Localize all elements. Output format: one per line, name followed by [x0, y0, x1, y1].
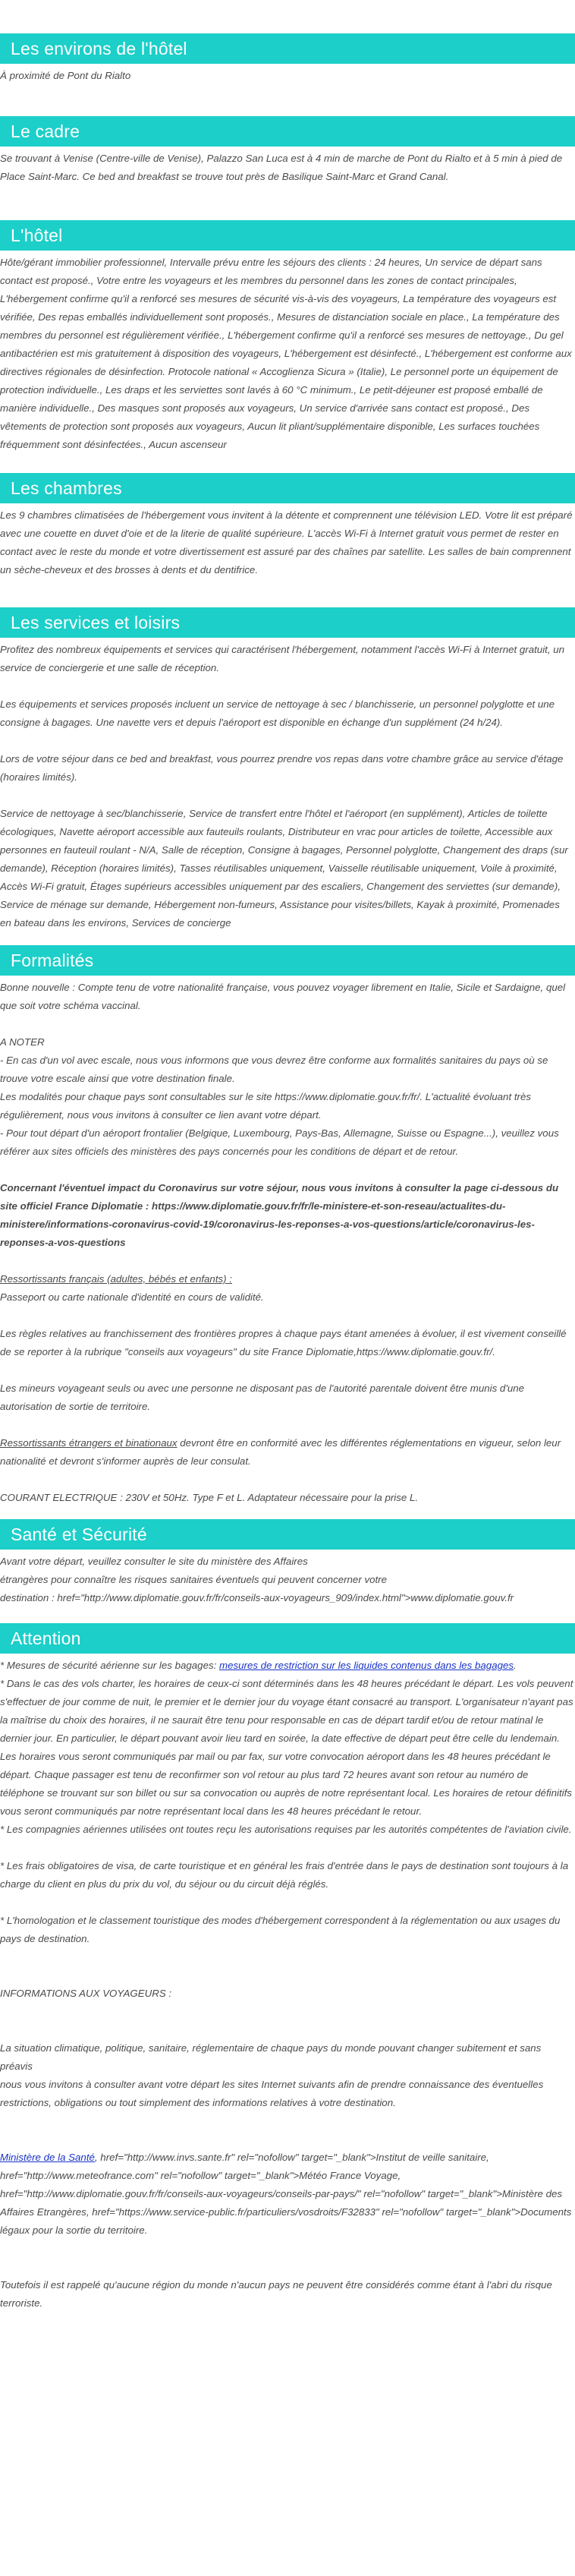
baggage-security-end: . — [514, 1660, 517, 1671]
section-header-chambres: Les chambres — [0, 473, 575, 503]
sante-text — [0, 1553, 573, 1607]
services-paragraph-3: Lors de votre séjour dans ce bed and breakfast, vous pourrez prendre vos repas dans votre chambre grâce au service d'étage (horaires limités). — [0, 753, 564, 783]
attention-text — [0, 1657, 573, 2313]
traveler-info-line-2: nous vous invitons à consulter avant votre départ les sites Internet suivants afin de prendre connaissance des éventuelles restrictions, obligations ou tout simplement des informations relatives à votre destination. — [0, 2079, 544, 2108]
foreign-nationals-text: devront être en conformité avec les différentes réglementations en vigueur, selon leur nationalité et devront s'informer auprès de leur consulat. — [0, 1437, 561, 1467]
section-header-services: Les services et loisirs — [0, 607, 575, 638]
airlines-authorization-paragraph: * Les compagnies aériennes utilisées ont toutes reçu les autorisations requises par les autorités compétentes de l'aviation civile. — [0, 1824, 572, 1835]
charter-flights-paragraph: * Dans le cas des vols charter, les horaires de ceux-ci sont déterminés dans les 48 heures précédant le départ. Les vols peuvent s'effectuer de jour comme de nuit, le premier et le dernier jour du voyage étant consacré au transport. L'organisateur n'ayant pas la maîtrise du choix des horaires, il ne saurait être tenu pour responsable en cas de départ tardif et/ou de retour matinal le dernier jour. En particulier, le départ pouvant avoir lieu tard en soirée, la date effective de départ peut être celle du lendemain. Les horaires vous seront communiqués par mail ou par fax, sur votre convocation aéroport dans les 48 heures précédant le départ. Chaque passager est tenu de reconfirmer son vol retour au plus tard 72 heures avant son retour au numéro de téléphone se trouvant sur son billet ou sur sa convocation ou auprès de notre représentant local. Les horaires de retour définitifs vous seront communiqués par notre représentant local dans les 48 heures précédant le retour. — [0, 1678, 573, 1817]
hotel-paragraph: Hôte/gérant immobilier professionnel, Intervalle prévu entre les séjours des clients : 24 heures, Un service de départ sans contact est proposé., Votre entre les voyageurs et les membres du personnel dans les zones de contact principales, L'hébergement confirme qu'il a renforcé ses mesures de sécurité vis-à-vis des voyageurs, La température des voyageurs est vérifiée, Des repas emballés individuellement sont proposés., Mesures de distanciation sociale en place., La température des membres du personnel est régulièrement vérifiée., L'hébergement confirme qu'il a renforcé ses mesures de nettoyage., Du gel antibactérien est mis gratuitement à disposition des voyageurs, L'hébergement est désinfecté., L'hébergement est conforme aux directives régionales de désinfection. Protocole national « Accoglienza Sicura » (Italie), Le personnel porte un équipement de protection individuelle., Les draps et les serviettes sont lavés à 60 °C minimum., Le petit-déjeuner est proposé emballé de manière individuelle., Des masques sont proposés aux voyageurs, Un service d'arrivée sans contact est proposé., Des vêtements de protection sont proposés aux voyageurs, Aucun lit pliant/supplémentaire disponible, Les surfaces touchées fréquemment sont désinfectées., Aucun ascenseur — [0, 257, 572, 450]
section-header-attention: Attention — [0, 1623, 575, 1654]
services-paragraph-4: Service de nettoyage à sec/blanchisserie, Service de transfert entre l'hôtel et l'aéroport (en supplément), Articles de toilette écologiques, Navette aéroport accessible aux fauteuils roulants, Distributeur en vrac pour articles de toilette, Accessible aux personnes en fauteuil roulant - N/A, Salle de réception, Consigne à bagages, Personnel polyglotte, Changement des draps (sur demande), Réception (horaires limités), Tasses réutilisables uniquement, Vaisselle réutilisable uniquement, Voile à proximité, Accès Wi-Fi gratuit, Étages supérieurs accessibles uniquement par des escaliers, Changement des serviettes (sur demande), Service de ménage sur demande, Hébergement non-fumeurs, Assistance pour visites/billets, Kayak à proximité, Promenades en bateau dans les environs, Services de concierge — [0, 808, 568, 929]
section-header-cadre: Le cadre — [0, 116, 575, 147]
baggage-security-label: * Mesures de sécurité aérienne sur les bagages: — [0, 1660, 219, 1671]
liquid-restrictions-link[interactable]: mesures de restriction sur les liquides contenus dans les bagages — [219, 1660, 514, 1671]
environs-text — [0, 67, 573, 85]
traveler-info-line-1: La situation climatique, politique, sanitaire, réglementaire de chaque pays du monde pouvant changer subitement et sans préavis — [0, 2042, 542, 2072]
cadre-paragraph: Se trouvant à Venise (Centre-ville de Venise), Palazzo San Luca est à 4 min de marche de Pont du Rialto et à 5 min à pied de Place Saint-Marc. Ce bed and breakfast se trouve tout près de Basilique Saint-Marc et Grand Canal. — [0, 153, 563, 182]
services-paragraph-2: Les équipements et services proposés incluent un service de nettoyage à sec / blanchisserie, un personnel polyglotte et une consigne à bagages. Une navette vers et depuis l'aéroport est disponible en échange d'un supplément (24 h/24). — [0, 698, 555, 728]
chambres-paragraph: Les 9 chambres climatisées de l'hébergement vous invitent à la détente et comprennent une télévision LED. Votre lit est préparé avec une couette en duvet d'oie et de la literie de qualité supérieure. L'accès Wi-Fi à Internet gratuit vous permet de rester en contact avec le reste du monde et votre divertissement est assuré par des chaînes par satellite. Les salles de bain comprennent un sèche-cheveux et des brosses à dents et du dentifrice. — [0, 509, 573, 575]
useful-links-paragraph — [0, 2149, 573, 2240]
foreign-nationals-heading: Ressortissants étrangers et binationaux — [0, 1437, 178, 1449]
foreign-nationals-paragraph — [0, 1434, 573, 1471]
note-border-airport: - Pour tout départ d'un aéroport frontalier (Belgique, Luxembourg, Pays-Bas, Allemagne, Suisse ou Espagne...), veuillez vous référer aux sites officiels des ministères des pays concernés pour les conditions de départ et de retour. — [0, 1127, 559, 1157]
covid-notice: Concernant l'éventuel impact du Coronavirus sur votre séjour, nous vous invitons à consulter la page ci-dessous du site officiel France Diplomatie : https://www.diplomatie.gouv.fr/fr/le-ministere-et-son-reseau/actualites-du-ministere/informations-coronavirus-covid-19/coronavirus-les-reponses-a-vos-questions/article/coronavirus-les-reponses-a-vos-questions — [0, 1182, 559, 1248]
accommodation-rating-paragraph: * L'homologation et le classement touristique des modes d'hébergement correspondent à la réglementation ou aux usages du pays de destination. — [0, 1915, 561, 1944]
chambres-text — [0, 506, 573, 579]
baggage-security-paragraph — [0, 1657, 573, 1675]
sante-line-1: Avant votre départ, veuillez consulter le site du ministère des Affaires — [0, 1556, 308, 1567]
sante-line-2: étrangères pour connaître les risques sanitaires éventuels qui peuvent concerner votre — [0, 1574, 388, 1585]
section-header-formalites: Formalités — [0, 945, 575, 976]
hotel-text — [0, 254, 573, 454]
services-text — [0, 641, 573, 932]
cadre-text — [0, 150, 573, 186]
traveler-info-heading: INFORMATIONS AUX VOYAGEURS : — [0, 1988, 172, 1999]
note-heading: A NOTER — [0, 1036, 45, 1048]
note-stopover: - En cas d'un vol avec escale, nous vous informons que vous devrez être conforme aux formalités sanitaires du pays où se trouve votre escale ainsi que votre destination finale. — [0, 1055, 548, 1084]
services-paragraph-1: Profitez des nombreux équipements et services qui caractérisent l'hébergement, notamment l'accès Wi-Fi à Internet gratuit, un service de conciergerie et une salle de réception. — [0, 644, 565, 673]
formalites-text — [0, 979, 573, 1507]
note-country-rules: Les modalités pour chaque pays sont consultables sur le site https://www.diplomatie.gouv.fr/fr/. L'actualité évoluant très régulièrement, nous vous invitons à consulter ce lien avant votre départ. — [0, 1091, 532, 1121]
section-header-sante: Santé et Sécurité — [0, 1519, 575, 1550]
french-nationals-heading: Ressortissants français (adultes, bébés et enfants) : — [0, 1273, 232, 1285]
section-header-environs: Les environs de l'hôtel — [0, 33, 575, 64]
sante-line-3: destination : href="http://www.diplomatie.gouv.fr/fr/conseils-aux-voyageurs_909/index.html">www.diplomatie.gouv.fr — [0, 1592, 514, 1603]
ministere-sante-link[interactable]: Ministère de la Santé — [0, 2152, 95, 2163]
french-nationals-text: Passeport ou carte nationale d'identité en cours de validité. — [0, 1291, 264, 1303]
environs-paragraph: À proximité de Pont du Rialto — [0, 70, 131, 81]
electric-current-text: COURANT ELECTRIQUE : 230V et 50Hz. Type F et L. Adaptateur nécessaire pour la prise L. — [0, 1492, 419, 1503]
formalites-intro: Bonne nouvelle : Compte tenu de votre nationalité française, vous pouvez voyager librement en Italie, Sicile et Sardaigne, quel que soit votre schéma vaccinal. — [0, 982, 566, 1011]
border-rules-text: Les règles relatives au franchissement des frontières propres à chaque pays étant amenées à évoluer, il est vivement conseillé de se reporter à la rubrique "conseils aux voyageurs" du site France Diplomatie,https://www.diplomatie.gouv.fr/. — [0, 1328, 567, 1357]
minors-text: Les mineurs voyageant seuls ou avec une personne ne disposant pas de l'autorité parentale doivent être munis d'une autorisation de sortie de territoire. — [0, 1383, 525, 1412]
terrorism-notice: Toutefois il est rappelé qu'aucune région du monde n'aucun pays ne peuvent être considérés comme étant à l'abri du risque terroriste. — [0, 2279, 552, 2309]
useful-links-text: , href="http://www.invs.sante.fr" rel="nofollow" target="_blank">Institut de veille sanitaire, href="http://www.meteofrance.com" rel="nofollow" target="_blank">Météo France Voyage, href="http://www.diplomatie.gouv.fr/fr/conseils-aux-voyageurs/conseils-par-pays/" rel="nofollow" target="_blank">Ministère des Affaires Etrangères, href="https://www.service-public.fr/particuliers/vosdroits/F32833" rel="nofollow" target="_blank">Documents légaux pour la sortie du territoire. — [0, 2152, 572, 2236]
visa-fees-paragraph: * Les frais obligatoires de visa, de carte touristique et en général les frais d'entrée dans le pays de destination sont toujours à la charge du client en plus du prix du vol, du séjour ou du circuit déjà réglés. — [0, 1860, 569, 1890]
section-header-hotel: L'hôtel — [0, 220, 575, 251]
